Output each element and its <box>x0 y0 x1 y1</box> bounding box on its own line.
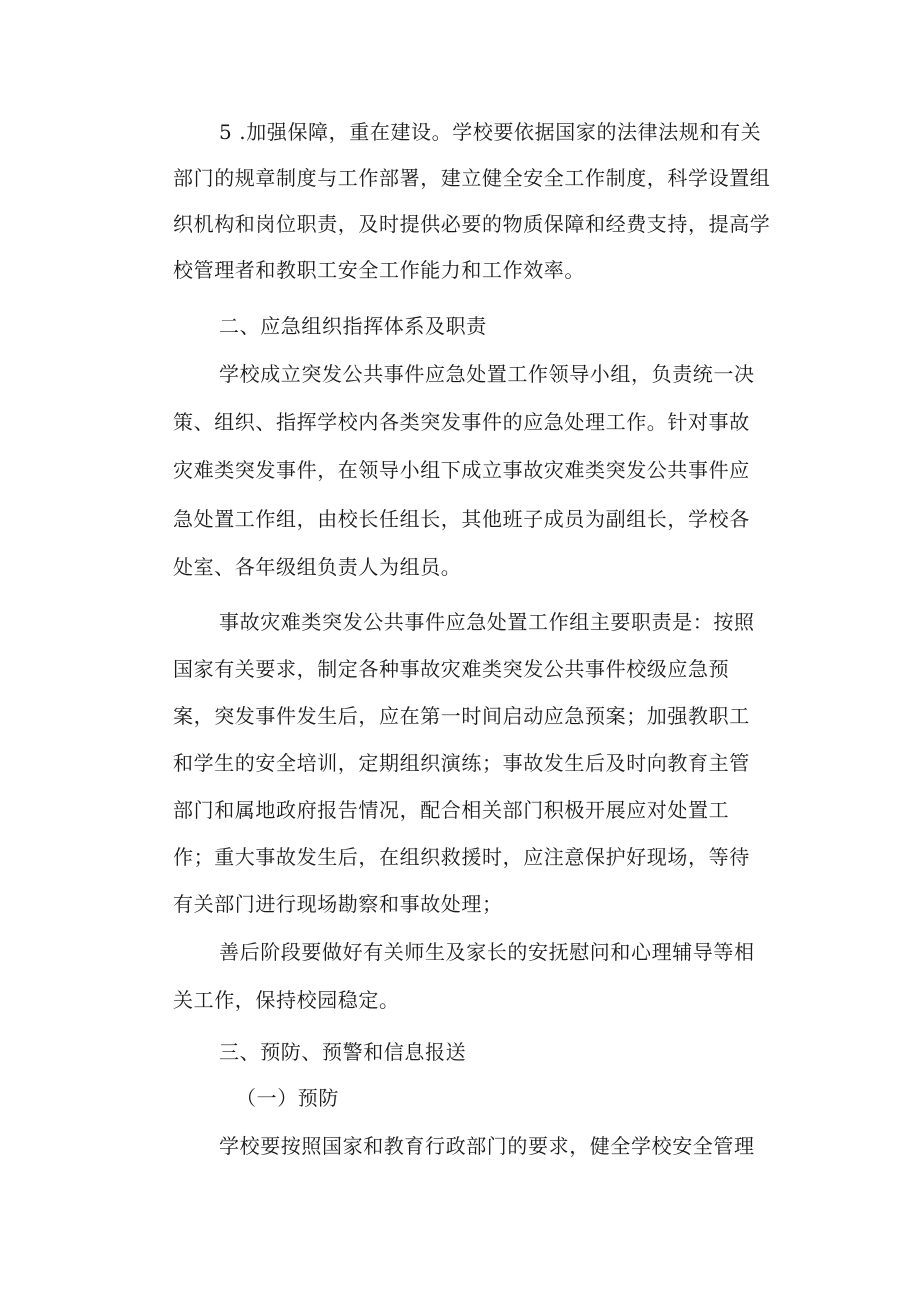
paragraph-3-line-6: 作；重大事故发生后，在组织救援时，应注意保护好现场，等待 <box>173 845 750 869</box>
paragraph-3-line-7: 有关部门进行现场勘察和事故处理； <box>173 892 503 916</box>
paragraph-1-line-3: 织机构和岗位职责，及时提供必要的物质保障和经费支持，提高学 <box>173 212 771 236</box>
paragraph-4-line-2: 关工作，保持校园稳定。 <box>173 988 400 1012</box>
subsection-heading-1: （一）预防 <box>236 1086 339 1110</box>
paragraph-3-line-1: 事故灾难类突发公共事件应急处置工作组主要职责是：按照 <box>219 610 755 634</box>
paragraph-4-line-1: 善后阶段要做好有关师生及家长的安抚慰问和心理辅导等相 <box>219 940 755 964</box>
section-heading-3: 三、预防、预警和信息报送 <box>219 1040 467 1064</box>
paragraph-3-line-3: 案，突发事件发生后，应在第一时间启动应急预案；加强教职工 <box>173 704 750 728</box>
paragraph-5-line-1: 学校要按照国家和教育行政部门的要求，健全学校安全管理 <box>219 1134 755 1158</box>
paragraph-2-line-3: 灾难类突发事件，在领导小组下成立事故灾难类突发公共事件应 <box>173 458 750 482</box>
paragraph-3-line-2: 国家有关要求，制定各种事故灾难类突发公共事件校级应急预 <box>173 657 730 681</box>
paragraph-2-line-4: 急处置工作组，由校长任组长，其他班子成员为副组长，学校各 <box>173 507 750 531</box>
paragraph-1-line-1: 5 .加强保障，重在建设。学校要依据国家的法律法规和有关 <box>219 120 762 144</box>
paragraph-2-line-5: 处室、各年级组负责人为组员。 <box>173 555 462 579</box>
paragraph-3-line-5: 部门和属地政府报告情况，配合相关部门积极开展应对处置工 <box>173 798 730 822</box>
paragraph-2-line-2: 策、组织、指挥学校内各类突发事件的应急处理工作。针对事故 <box>173 410 750 434</box>
paragraph-1-line-2: 部门的规章制度与工作部署，建立健全安全工作制度，科学设置组 <box>173 166 771 190</box>
paragraph-1-line-4: 校管理者和教职工安全工作能力和工作效率。 <box>173 258 585 282</box>
section-heading-2: 二、应急组织指挥体系及职责 <box>219 314 487 338</box>
paragraph-3-line-4: 和学生的安全培训，定期组织演练；事故发生后及时向教育主管 <box>173 751 750 775</box>
paragraph-2-line-1: 学校成立突发公共事件应急处置工作领导小组，负责统一决 <box>219 362 755 386</box>
